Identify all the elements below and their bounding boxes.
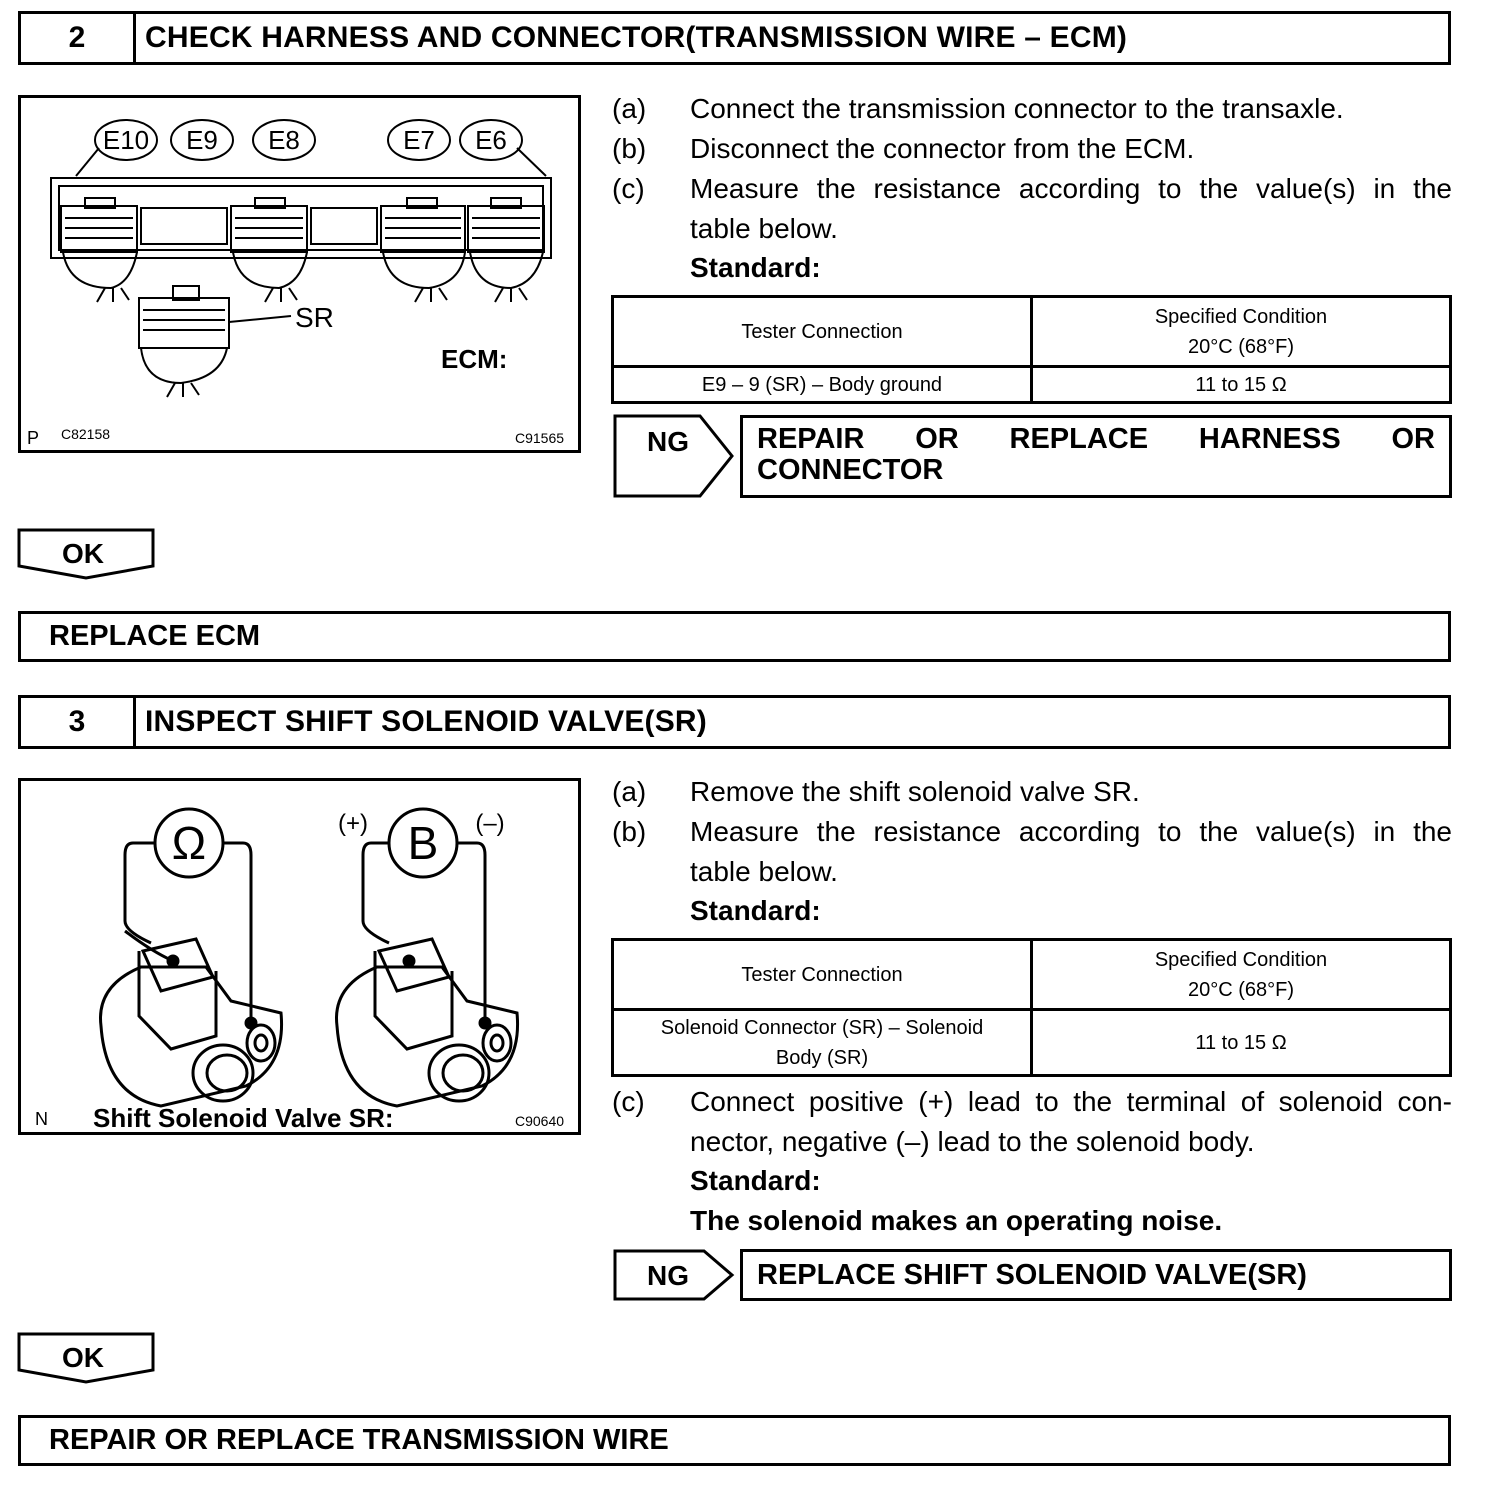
- solenoid-figure: [18, 778, 581, 1135]
- ng-label: NG: [647, 426, 689, 457]
- callout-e9: E9: [186, 125, 218, 155]
- instruction-label: (c): [612, 173, 645, 204]
- step2-ok-arrow: [17, 528, 157, 580]
- step2-header: [18, 11, 1451, 65]
- step2-instruction-a: [612, 89, 1452, 129]
- header-temperature: 20°C (68°F): [1187, 335, 1295, 358]
- callout-e7: E7: [403, 125, 435, 155]
- step3-ng-action: [740, 1249, 1452, 1301]
- header-specified-condition-label: Specified Condition: [1154, 948, 1328, 971]
- sr-label: SR: [295, 302, 334, 333]
- step3-instruction-b: [612, 812, 1452, 892]
- step3-ok-action-text: REPAIR OR REPLACE TRANSMISSION WIRE: [49, 1424, 669, 1456]
- instruction-label: (c): [612, 1086, 645, 1117]
- step3-number: 3: [21, 698, 136, 746]
- instruction-text-continued: table below.: [690, 213, 838, 244]
- figure-code: C90640: [515, 1113, 565, 1129]
- table-cell-connection-line1: Solenoid Connector (SR) – Solenoid: [660, 1016, 984, 1039]
- step3-standard2-label: Standard:: [690, 1165, 821, 1196]
- ecm-label: ECM:: [441, 344, 508, 374]
- step2-instruction-b: [612, 129, 1452, 169]
- callout-e6: E6: [475, 125, 507, 155]
- instruction-text-continued: nector, negative (–) lead to the solenoid body.: [690, 1126, 1255, 1157]
- callout-e8: E8: [268, 125, 300, 155]
- solenoid-caption: Shift Solenoid Valve SR:: [93, 1103, 394, 1133]
- step3-ng-arrow: [612, 1248, 738, 1302]
- header-specified-condition: [1032, 940, 1451, 1010]
- table-cell-condition: 11 to 15 Ω: [1032, 367, 1451, 403]
- instruction-text: Connect the transmission connector to the transaxle.: [690, 93, 1344, 124]
- header-tester-connection: Tester Connection: [613, 940, 1032, 1010]
- step3-ng-action-text: REPLACE SHIFT SOLENOID VALVE(SR): [757, 1258, 1307, 1291]
- figure-code-left: C82158: [61, 426, 111, 442]
- figure-code-right: C91565: [515, 430, 565, 446]
- ecm-connector-illustration: [21, 98, 578, 450]
- table-cell-condition: 11 to 15 Ω: [1032, 1010, 1451, 1076]
- positive-lead-label: (+): [338, 810, 368, 837]
- header-tester-connection: Tester Connection: [613, 297, 1032, 367]
- figure-corner-letter: P: [27, 428, 40, 448]
- table-cell-connection: E9 – 9 (SR) – Body ground: [613, 367, 1032, 403]
- instruction-text-continued: table below.: [690, 856, 838, 887]
- step2-number: 2: [21, 14, 136, 62]
- ok-label: OK: [62, 1342, 104, 1373]
- step3-spec-table: [611, 938, 1452, 1077]
- instruction-label: (b): [612, 816, 647, 847]
- instruction-label: (a): [612, 776, 647, 807]
- ok-label: OK: [62, 538, 104, 569]
- ecm-connector-figure: [18, 95, 581, 453]
- step3-ok-arrow: [17, 1332, 157, 1384]
- instruction-text: Connect positive (+) lead to the terminal of solenoid con-: [690, 1086, 1452, 1117]
- step3-standard2-value: The solenoid makes an operating noise.: [690, 1205, 1223, 1236]
- step2-ok-action: [18, 611, 1451, 662]
- ohm-symbol: Ω: [171, 817, 207, 869]
- step2-ng-action: REPAIR OR REPLACE HARNESS OR CONNECTOR: [740, 415, 1452, 498]
- step2-ng-arrow: [612, 413, 738, 499]
- step3-standard-label: Standard:: [690, 895, 821, 926]
- step3-instruction-a: [612, 772, 1452, 812]
- callout-e10: E10: [102, 125, 150, 155]
- step3-instruction-c: [612, 1082, 1452, 1162]
- ng-label: NG: [647, 1260, 689, 1291]
- instruction-text: Measure the resistance according to the value(s) in the: [690, 816, 1452, 847]
- instruction-text: Disconnect the connector from the ECM.: [690, 133, 1195, 164]
- instruction-label: (b): [612, 133, 647, 164]
- step3-ok-action: [18, 1415, 1451, 1466]
- negative-lead-label: (–): [475, 810, 505, 837]
- table-cell-connection: [613, 1010, 1032, 1076]
- step3-title: INSPECT SHIFT SOLENOID VALVE(SR): [145, 705, 707, 738]
- step2-instruction-c: [612, 169, 1452, 249]
- step2-title: CHECK HARNESS AND CONNECTOR(TRANSMISSION WIRE – ECM): [145, 21, 1128, 54]
- step3-header: [18, 695, 1451, 749]
- step2-ok-action-text: REPLACE ECM: [49, 620, 261, 652]
- header-temperature: 20°C (68°F): [1187, 978, 1295, 1001]
- table-cell-connection-line2: Body (SR): [775, 1046, 869, 1069]
- instruction-text: Remove the shift solenoid valve SR.: [690, 776, 1140, 807]
- header-specified-condition: [1032, 297, 1451, 367]
- step2-standard-label: Standard:: [690, 252, 821, 283]
- instruction-text: Measure the resistance according to the value(s) in the: [690, 173, 1452, 204]
- header-specified-condition-label: Specified Condition: [1154, 305, 1328, 328]
- step2-spec-table: [611, 295, 1452, 404]
- battery-symbol: B: [407, 817, 439, 869]
- figure-corner-letter: N: [35, 1109, 48, 1129]
- solenoid-illustration: [21, 781, 578, 1132]
- instruction-label: (a): [612, 93, 647, 124]
